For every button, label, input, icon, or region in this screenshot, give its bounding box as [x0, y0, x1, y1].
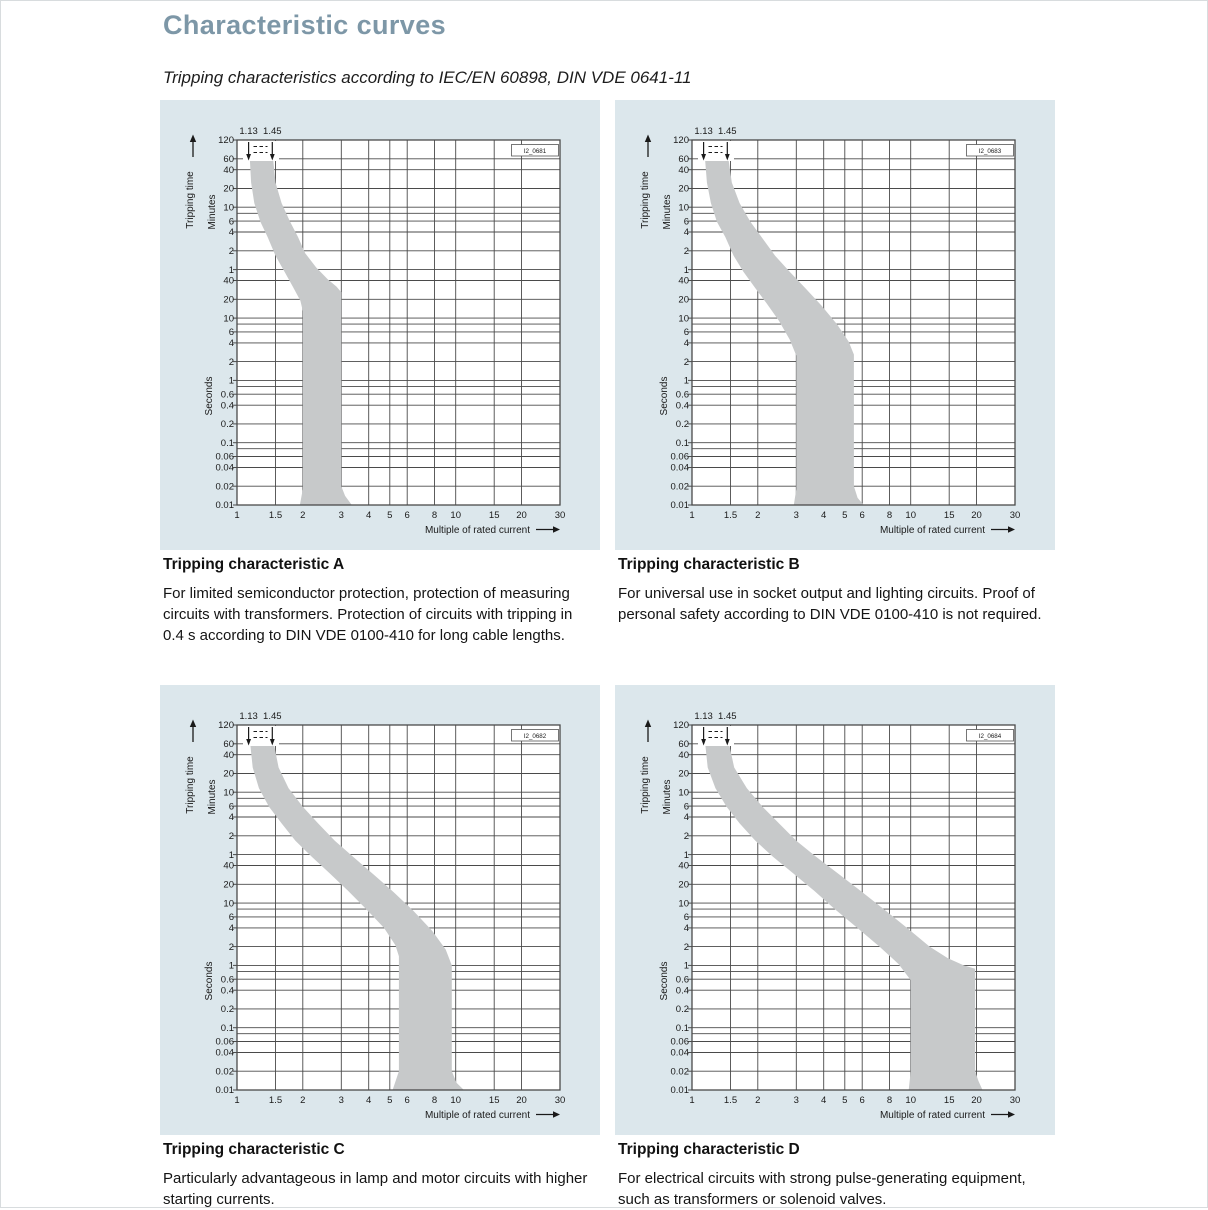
svg-text:60: 60: [223, 154, 234, 165]
svg-text:1: 1: [228, 264, 234, 276]
svg-text:10: 10: [905, 1095, 916, 1106]
svg-text:20: 20: [678, 768, 689, 780]
svg-text:0.01: 0.01: [215, 1085, 234, 1097]
svg-text:0.4: 0.4: [675, 985, 689, 997]
figure-id-box: [512, 730, 559, 742]
x-axis-title: Multiple of rated current: [424, 1110, 530, 1121]
svg-text:4: 4: [683, 923, 689, 935]
svg-text:1.5: 1.5: [723, 510, 738, 521]
svg-text:2: 2: [300, 510, 306, 521]
svg-text:60: 60: [678, 739, 689, 750]
marker-label: 1.13: [694, 126, 713, 137]
svg-text:0.06: 0.06: [215, 1036, 234, 1048]
svg-text:20: 20: [223, 879, 234, 891]
marker-label: 1.45: [263, 126, 282, 137]
svg-text:0.2: 0.2: [220, 419, 234, 431]
y-unit-seconds: Seconds: [659, 376, 670, 416]
svg-text:1: 1: [683, 960, 689, 972]
svg-text:4: 4: [683, 812, 689, 824]
svg-text:2: 2: [228, 246, 234, 257]
svg-text:4: 4: [228, 227, 234, 239]
tripping-curve-chart: [615, 100, 1055, 550]
svg-text:15: 15: [943, 510, 955, 521]
svg-text:20: 20: [678, 879, 689, 891]
tripping-curve-chart: [160, 100, 600, 550]
svg-text:1: 1: [228, 849, 234, 861]
svg-text:2: 2: [683, 246, 689, 257]
svg-text:0.1: 0.1: [675, 437, 689, 449]
svg-text:1: 1: [689, 510, 695, 521]
svg-text:8: 8: [886, 1095, 893, 1106]
figure-id-box: [512, 145, 559, 157]
arrow-up-icon: [190, 135, 196, 158]
marker-label: 1.45: [263, 711, 282, 722]
y-tick-labels: [216, 720, 235, 1096]
svg-text:120: 120: [218, 135, 234, 147]
svg-text:2: 2: [755, 1095, 761, 1106]
arrow-right-icon: [536, 1111, 560, 1118]
svg-text:0.01: 0.01: [670, 500, 689, 512]
svg-text:3: 3: [793, 510, 799, 521]
svg-text:0.04: 0.04: [670, 1047, 689, 1059]
section-description-c: Particularly advantageous in lamp and motor circuits with higher starting currents.: [163, 1170, 588, 1208]
svg-text:30: 30: [554, 510, 566, 521]
tripping-curve-chart: [160, 685, 600, 1135]
x-axis-title: Multiple of rated current: [879, 1110, 985, 1121]
svg-text:15: 15: [943, 1095, 955, 1106]
figure-id-box: [967, 730, 1014, 742]
svg-text:1.5: 1.5: [723, 1095, 738, 1106]
svg-text:6: 6: [683, 216, 689, 228]
x-tick-labels: [234, 510, 565, 521]
svg-text:5: 5: [387, 510, 393, 521]
svg-text:40: 40: [678, 275, 689, 287]
page-title: Characteristic curves: [163, 10, 447, 40]
section-title-d: Tripping characteristic D: [618, 1141, 800, 1158]
svg-text:40: 40: [678, 749, 689, 761]
y-axis-title: Tripping time: [185, 756, 196, 814]
svg-text:20: 20: [223, 294, 234, 306]
svg-text:30: 30: [1009, 510, 1021, 521]
svg-text:3: 3: [338, 1095, 344, 1106]
y-tick-labels: [216, 135, 235, 511]
svg-text:40: 40: [678, 164, 689, 176]
svg-text:1: 1: [234, 510, 240, 521]
svg-text:0.1: 0.1: [220, 437, 234, 449]
svg-text:2: 2: [228, 941, 234, 953]
svg-text:40: 40: [678, 860, 689, 872]
svg-text:20: 20: [223, 183, 234, 195]
svg-text:0.4: 0.4: [220, 400, 234, 412]
svg-text:1: 1: [689, 1095, 695, 1106]
arrow-up-icon: [190, 720, 196, 743]
svg-text:30: 30: [554, 1095, 566, 1106]
svg-text:2: 2: [755, 510, 761, 521]
svg-text:1.5: 1.5: [268, 1095, 283, 1106]
svg-text:0.01: 0.01: [670, 1085, 689, 1097]
svg-text:0.04: 0.04: [670, 462, 689, 474]
svg-text:0.02: 0.02: [215, 481, 234, 493]
svg-text:6: 6: [859, 510, 865, 521]
svg-text:10: 10: [678, 787, 689, 799]
svg-text:15: 15: [488, 1095, 500, 1106]
conventional-current-marker: [239, 126, 281, 161]
svg-text:1: 1: [228, 375, 234, 387]
svg-text:0.1: 0.1: [220, 1022, 234, 1034]
svg-text:6: 6: [859, 1095, 865, 1106]
svg-text:6: 6: [683, 801, 689, 813]
section-description-b: For universal use in socket output and lighting circuits. Proof of personal safety according to DIN VDE 0100-410 is not required.: [618, 585, 1042, 623]
svg-text:120: 120: [218, 720, 234, 732]
svg-text:6: 6: [228, 912, 234, 924]
svg-text:0.02: 0.02: [215, 1066, 234, 1078]
chart-panel-b: [615, 100, 1055, 550]
svg-text:8: 8: [431, 510, 438, 521]
svg-text:60: 60: [223, 739, 234, 750]
svg-text:3: 3: [338, 510, 344, 521]
svg-text:20: 20: [971, 510, 982, 521]
svg-text:20: 20: [223, 768, 234, 780]
chart-panel-c: [160, 685, 600, 1135]
svg-text:8: 8: [886, 510, 893, 521]
svg-text:6: 6: [683, 327, 689, 339]
y-tick-labels: [671, 135, 690, 511]
x-tick-labels: [234, 1095, 565, 1106]
figure-id: I2_0684: [978, 732, 1002, 740]
svg-text:0.2: 0.2: [675, 419, 689, 431]
section-title-c: Tripping characteristic C: [163, 1141, 345, 1158]
marker-label: 1.13: [239, 126, 258, 137]
svg-text:2: 2: [683, 356, 689, 368]
figure-id: I2_0682: [523, 732, 547, 740]
svg-text:40: 40: [223, 275, 234, 287]
svg-text:10: 10: [450, 1095, 461, 1106]
svg-text:2: 2: [228, 356, 234, 368]
svg-text:10: 10: [678, 313, 689, 325]
svg-text:60: 60: [678, 154, 689, 165]
tripping-curve-chart: [615, 685, 1055, 1135]
plot-area: [237, 140, 560, 505]
x-tick-labels: [689, 510, 1020, 521]
svg-text:10: 10: [223, 787, 234, 799]
svg-text:0.1: 0.1: [675, 1022, 689, 1034]
figure-id-box: [967, 145, 1014, 157]
svg-text:10: 10: [450, 510, 461, 521]
section-title-b: Tripping characteristic B: [618, 556, 800, 573]
x-axis-title: Multiple of rated current: [879, 525, 985, 536]
y-unit-minutes: Minutes: [207, 779, 218, 815]
y-axis-title: Tripping time: [185, 171, 196, 229]
arrow-right-icon: [991, 526, 1015, 533]
svg-text:4: 4: [366, 510, 372, 521]
svg-text:1.5: 1.5: [268, 510, 283, 521]
svg-text:0.06: 0.06: [670, 1036, 689, 1048]
svg-text:10: 10: [678, 898, 689, 910]
svg-text:2: 2: [228, 831, 234, 842]
svg-text:0.6: 0.6: [675, 389, 689, 401]
svg-text:0.06: 0.06: [670, 451, 689, 463]
svg-text:0.6: 0.6: [220, 389, 234, 401]
y-axis-title: Tripping time: [640, 171, 651, 229]
svg-text:0.02: 0.02: [670, 1066, 689, 1078]
svg-text:0.2: 0.2: [220, 1004, 234, 1016]
svg-text:4: 4: [228, 923, 234, 935]
svg-text:6: 6: [683, 912, 689, 924]
svg-text:2: 2: [683, 941, 689, 953]
svg-text:0.06: 0.06: [215, 451, 234, 463]
svg-text:20: 20: [971, 1095, 982, 1106]
svg-text:0.2: 0.2: [675, 1004, 689, 1016]
figure-id: I2_0681: [523, 147, 547, 155]
svg-text:8: 8: [431, 1095, 438, 1106]
svg-text:6: 6: [228, 327, 234, 339]
svg-text:40: 40: [223, 749, 234, 761]
marker-label: 1.13: [694, 711, 713, 722]
svg-text:2: 2: [300, 1095, 306, 1106]
svg-text:4: 4: [228, 338, 234, 350]
marker-label: 1.45: [718, 126, 737, 137]
page-subtitle: Tripping characteristics according to IEC/EN 60898, DIN VDE 0641-11: [163, 68, 692, 87]
svg-text:4: 4: [366, 1095, 372, 1106]
svg-text:1: 1: [683, 849, 689, 861]
svg-text:5: 5: [842, 510, 848, 521]
svg-text:1: 1: [234, 1095, 240, 1106]
y-unit-seconds: Seconds: [204, 961, 215, 1001]
svg-text:0.04: 0.04: [215, 462, 234, 474]
section-title-a: Tripping characteristic A: [163, 556, 345, 573]
svg-text:15: 15: [488, 510, 500, 521]
conventional-current-marker: [694, 126, 736, 161]
svg-text:5: 5: [387, 1095, 393, 1106]
svg-text:5: 5: [842, 1095, 848, 1106]
svg-text:10: 10: [678, 202, 689, 214]
svg-text:4: 4: [821, 1095, 827, 1106]
arrow-right-icon: [991, 1111, 1015, 1118]
arrow-right-icon: [536, 526, 560, 533]
svg-text:20: 20: [678, 183, 689, 195]
svg-text:1: 1: [683, 375, 689, 387]
svg-text:10: 10: [223, 313, 234, 325]
svg-text:1: 1: [683, 264, 689, 276]
svg-text:4: 4: [228, 812, 234, 824]
y-unit-minutes: Minutes: [207, 194, 218, 230]
svg-text:6: 6: [228, 801, 234, 813]
svg-text:40: 40: [223, 164, 234, 176]
svg-text:4: 4: [683, 227, 689, 239]
section-description-a: For limited semiconductor protection, protection of measuring circuits with transformers. Protection of circuits with tripping in 0.4 s according to DIN VDE 0100-410 for long cable lengths.: [163, 585, 573, 644]
svg-text:10: 10: [905, 510, 916, 521]
arrow-up-icon: [645, 720, 651, 743]
x-axis-title: Multiple of rated current: [424, 525, 530, 536]
svg-text:3: 3: [793, 1095, 799, 1106]
figure-id: I2_0683: [978, 147, 1002, 155]
chart-panel-a: [160, 100, 600, 550]
svg-text:4: 4: [821, 510, 827, 521]
svg-text:10: 10: [223, 202, 234, 214]
svg-text:6: 6: [404, 1095, 410, 1106]
svg-text:2: 2: [683, 831, 689, 842]
svg-text:6: 6: [228, 216, 234, 228]
svg-text:0.4: 0.4: [220, 985, 234, 997]
svg-text:120: 120: [673, 135, 689, 147]
marker-label: 1.45: [718, 711, 737, 722]
y-axis-title: Tripping time: [640, 756, 651, 814]
svg-text:0.02: 0.02: [670, 481, 689, 493]
svg-text:1: 1: [228, 960, 234, 972]
y-unit-minutes: Minutes: [662, 194, 673, 230]
svg-text:40: 40: [223, 860, 234, 872]
svg-text:0.01: 0.01: [215, 500, 234, 512]
x-tick-labels: [689, 1095, 1020, 1106]
y-tick-labels: [671, 720, 690, 1096]
svg-text:10: 10: [223, 898, 234, 910]
section-description-d: For electrical circuits with strong pulse-generating equipment, such as transformers or solenoid valves.: [618, 1170, 1026, 1208]
svg-text:120: 120: [673, 720, 689, 732]
y-unit-minutes: Minutes: [662, 779, 673, 815]
arrow-up-icon: [645, 135, 651, 158]
svg-text:0.04: 0.04: [215, 1047, 234, 1059]
svg-text:0.6: 0.6: [675, 974, 689, 986]
y-unit-seconds: Seconds: [204, 376, 215, 416]
svg-text:6: 6: [404, 510, 410, 521]
svg-text:20: 20: [516, 1095, 527, 1106]
conventional-current-marker: [694, 711, 736, 746]
conventional-current-marker: [239, 711, 281, 746]
svg-text:20: 20: [516, 510, 527, 521]
marker-label: 1.13: [239, 711, 258, 722]
svg-text:30: 30: [1009, 1095, 1021, 1106]
svg-text:0.4: 0.4: [675, 400, 689, 412]
svg-text:4: 4: [683, 338, 689, 350]
svg-text:0.6: 0.6: [220, 974, 234, 986]
y-unit-seconds: Seconds: [659, 961, 670, 1001]
chart-panel-d: [615, 685, 1055, 1135]
svg-text:20: 20: [678, 294, 689, 306]
